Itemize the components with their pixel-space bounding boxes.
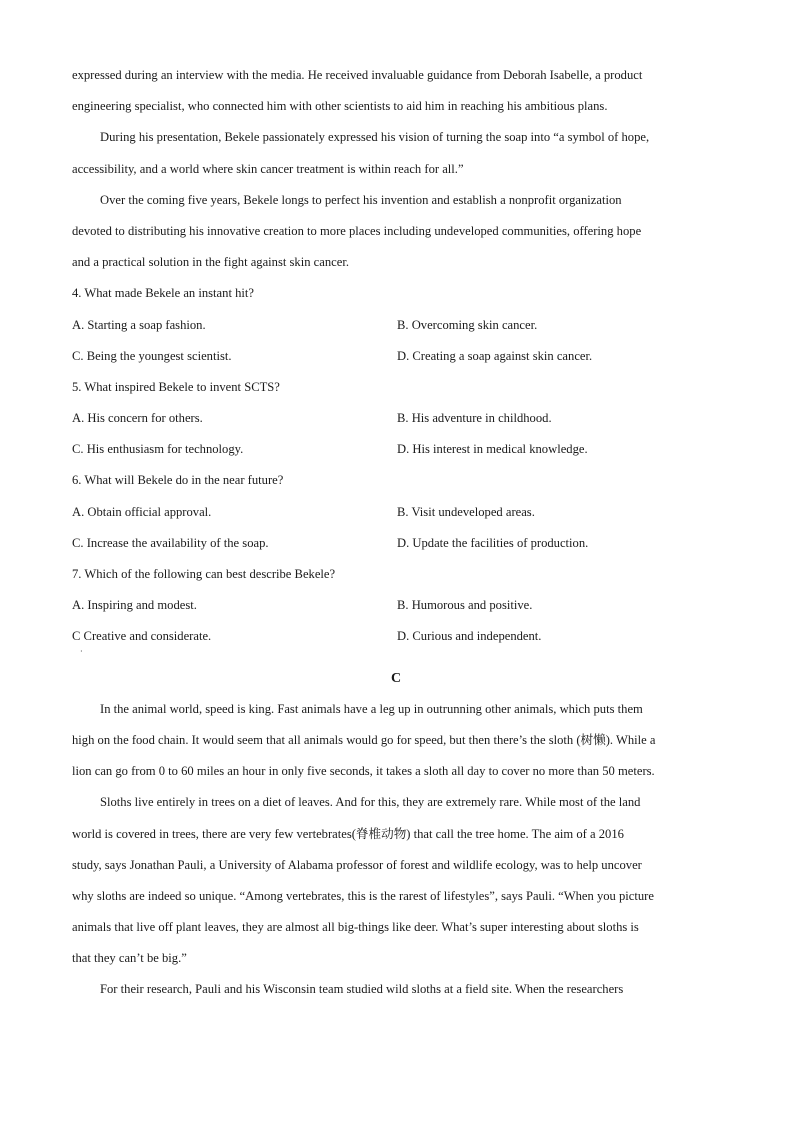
option-a: A. His concern for others. xyxy=(72,411,203,426)
passage-b-ending xyxy=(72,60,732,278)
option-c: C. His enthusiasm for technology. xyxy=(72,442,244,457)
option-b: B. His adventure in childhood. xyxy=(397,411,552,426)
passage-line: lion can go from 0 to 60 miles an hour in only five seconds, it takes a sloth all day to cover no more than 50 meters. xyxy=(72,764,655,779)
question-stem: 4. What made Bekele an instant hit? xyxy=(72,286,254,301)
passage-line: In the animal world, speed is king. Fast animals have a leg up in outrunning other animals, which puts them xyxy=(100,701,643,716)
option-c: C Creative and considerate. xyxy=(72,629,212,644)
options-row xyxy=(72,621,732,652)
passage-line: devoted to distributing his innovative creation to more places including undeveloped communities, offering hope xyxy=(72,223,642,238)
question-stem: 5. What inspired Bekele to invent SCTS? xyxy=(72,379,280,394)
option-a: A. Starting a soap fashion. xyxy=(72,317,206,332)
options-row xyxy=(72,497,732,528)
options-row xyxy=(72,590,732,621)
passage-line: For their research, Pauli and his Wisconsin team studied wild sloths at a field site. When the researchers xyxy=(100,982,624,997)
passage-line: accessibility, and a world where skin cancer treatment is within reach for all.” xyxy=(72,161,464,176)
option-b: B. Overcoming skin cancer. xyxy=(397,317,538,332)
option-a: A. Obtain official approval. xyxy=(72,504,212,519)
passage-line: Over the coming five years, Bekele longs to perfect his invention and establish a nonprofit organization xyxy=(100,192,622,207)
option-d: D. Curious and independent. xyxy=(397,629,542,644)
passage-line: expressed during an interview with the media. He received invaluable guidance from Deborah Isabelle, a product xyxy=(72,68,643,82)
section-c-heading: C xyxy=(390,670,402,686)
stray-dot-mark: · xyxy=(80,646,83,656)
option-b: B. Visit undeveloped areas. xyxy=(397,504,535,519)
passage-line: high on the food chain. It would seem that all animals would go for speed, but then there’s the sloth (树懒). While a xyxy=(72,732,656,747)
option-a: A. Inspiring and modest. xyxy=(72,598,197,613)
passage-line: During his presentation, Bekele passionately expressed his vision of turning the soap into “a symbol of hope, xyxy=(100,130,650,145)
passage-line: that they can’t be big.” xyxy=(72,951,187,966)
option-c: C. Increase the availability of the soap. xyxy=(72,535,269,550)
options-row xyxy=(72,403,732,434)
options-row xyxy=(72,310,732,341)
options-row xyxy=(72,434,732,465)
passage-line: why sloths are indeed so unique. “Among vertebrates, this is the rarest of lifestyles”, says Pauli. “When you picture xyxy=(72,888,654,903)
passage-line: study, says Jonathan Pauli, a University of Alabama professor of forest and wildlife ecology, was to help uncover xyxy=(72,857,642,872)
passage-line: world is covered in trees, there are very few vertebrates(脊椎动物) that call the tree home. The aim of a 2016 xyxy=(72,826,624,841)
document-page xyxy=(72,60,732,1006)
option-b: B. Humorous and positive. xyxy=(397,598,533,613)
question-5 xyxy=(72,372,732,466)
passage-c xyxy=(72,694,732,1006)
passage-line: engineering specialist, who connected him with other scientists to aid him in reaching his ambitious plans. xyxy=(72,99,608,114)
options-row xyxy=(72,528,732,559)
passage-line: Sloths live entirely in trees on a diet of leaves. And for this, they are extremely rare. While most of the land xyxy=(100,795,641,810)
option-d: D. Creating a soap against skin cancer. xyxy=(397,348,593,363)
option-d: D. His interest in medical knowledge. xyxy=(397,442,588,457)
question-7 xyxy=(72,559,732,655)
question-stem: 7. Which of the following can best describe Bekele? xyxy=(72,567,336,581)
question-4 xyxy=(72,278,732,372)
passage-line: and a practical solution in the fight against skin cancer. xyxy=(72,255,349,270)
question-stem: 6. What will Bekele do in the near future? xyxy=(72,473,284,488)
question-6 xyxy=(72,465,732,559)
option-c: C. Being the youngest scientist. xyxy=(72,348,232,363)
options-row xyxy=(72,341,732,372)
option-d: D. Update the facilities of production. xyxy=(397,535,589,550)
passage-line: animals that live off plant leaves, they are almost all big-things like deer. What’s super interesting about sloths is xyxy=(72,920,639,935)
